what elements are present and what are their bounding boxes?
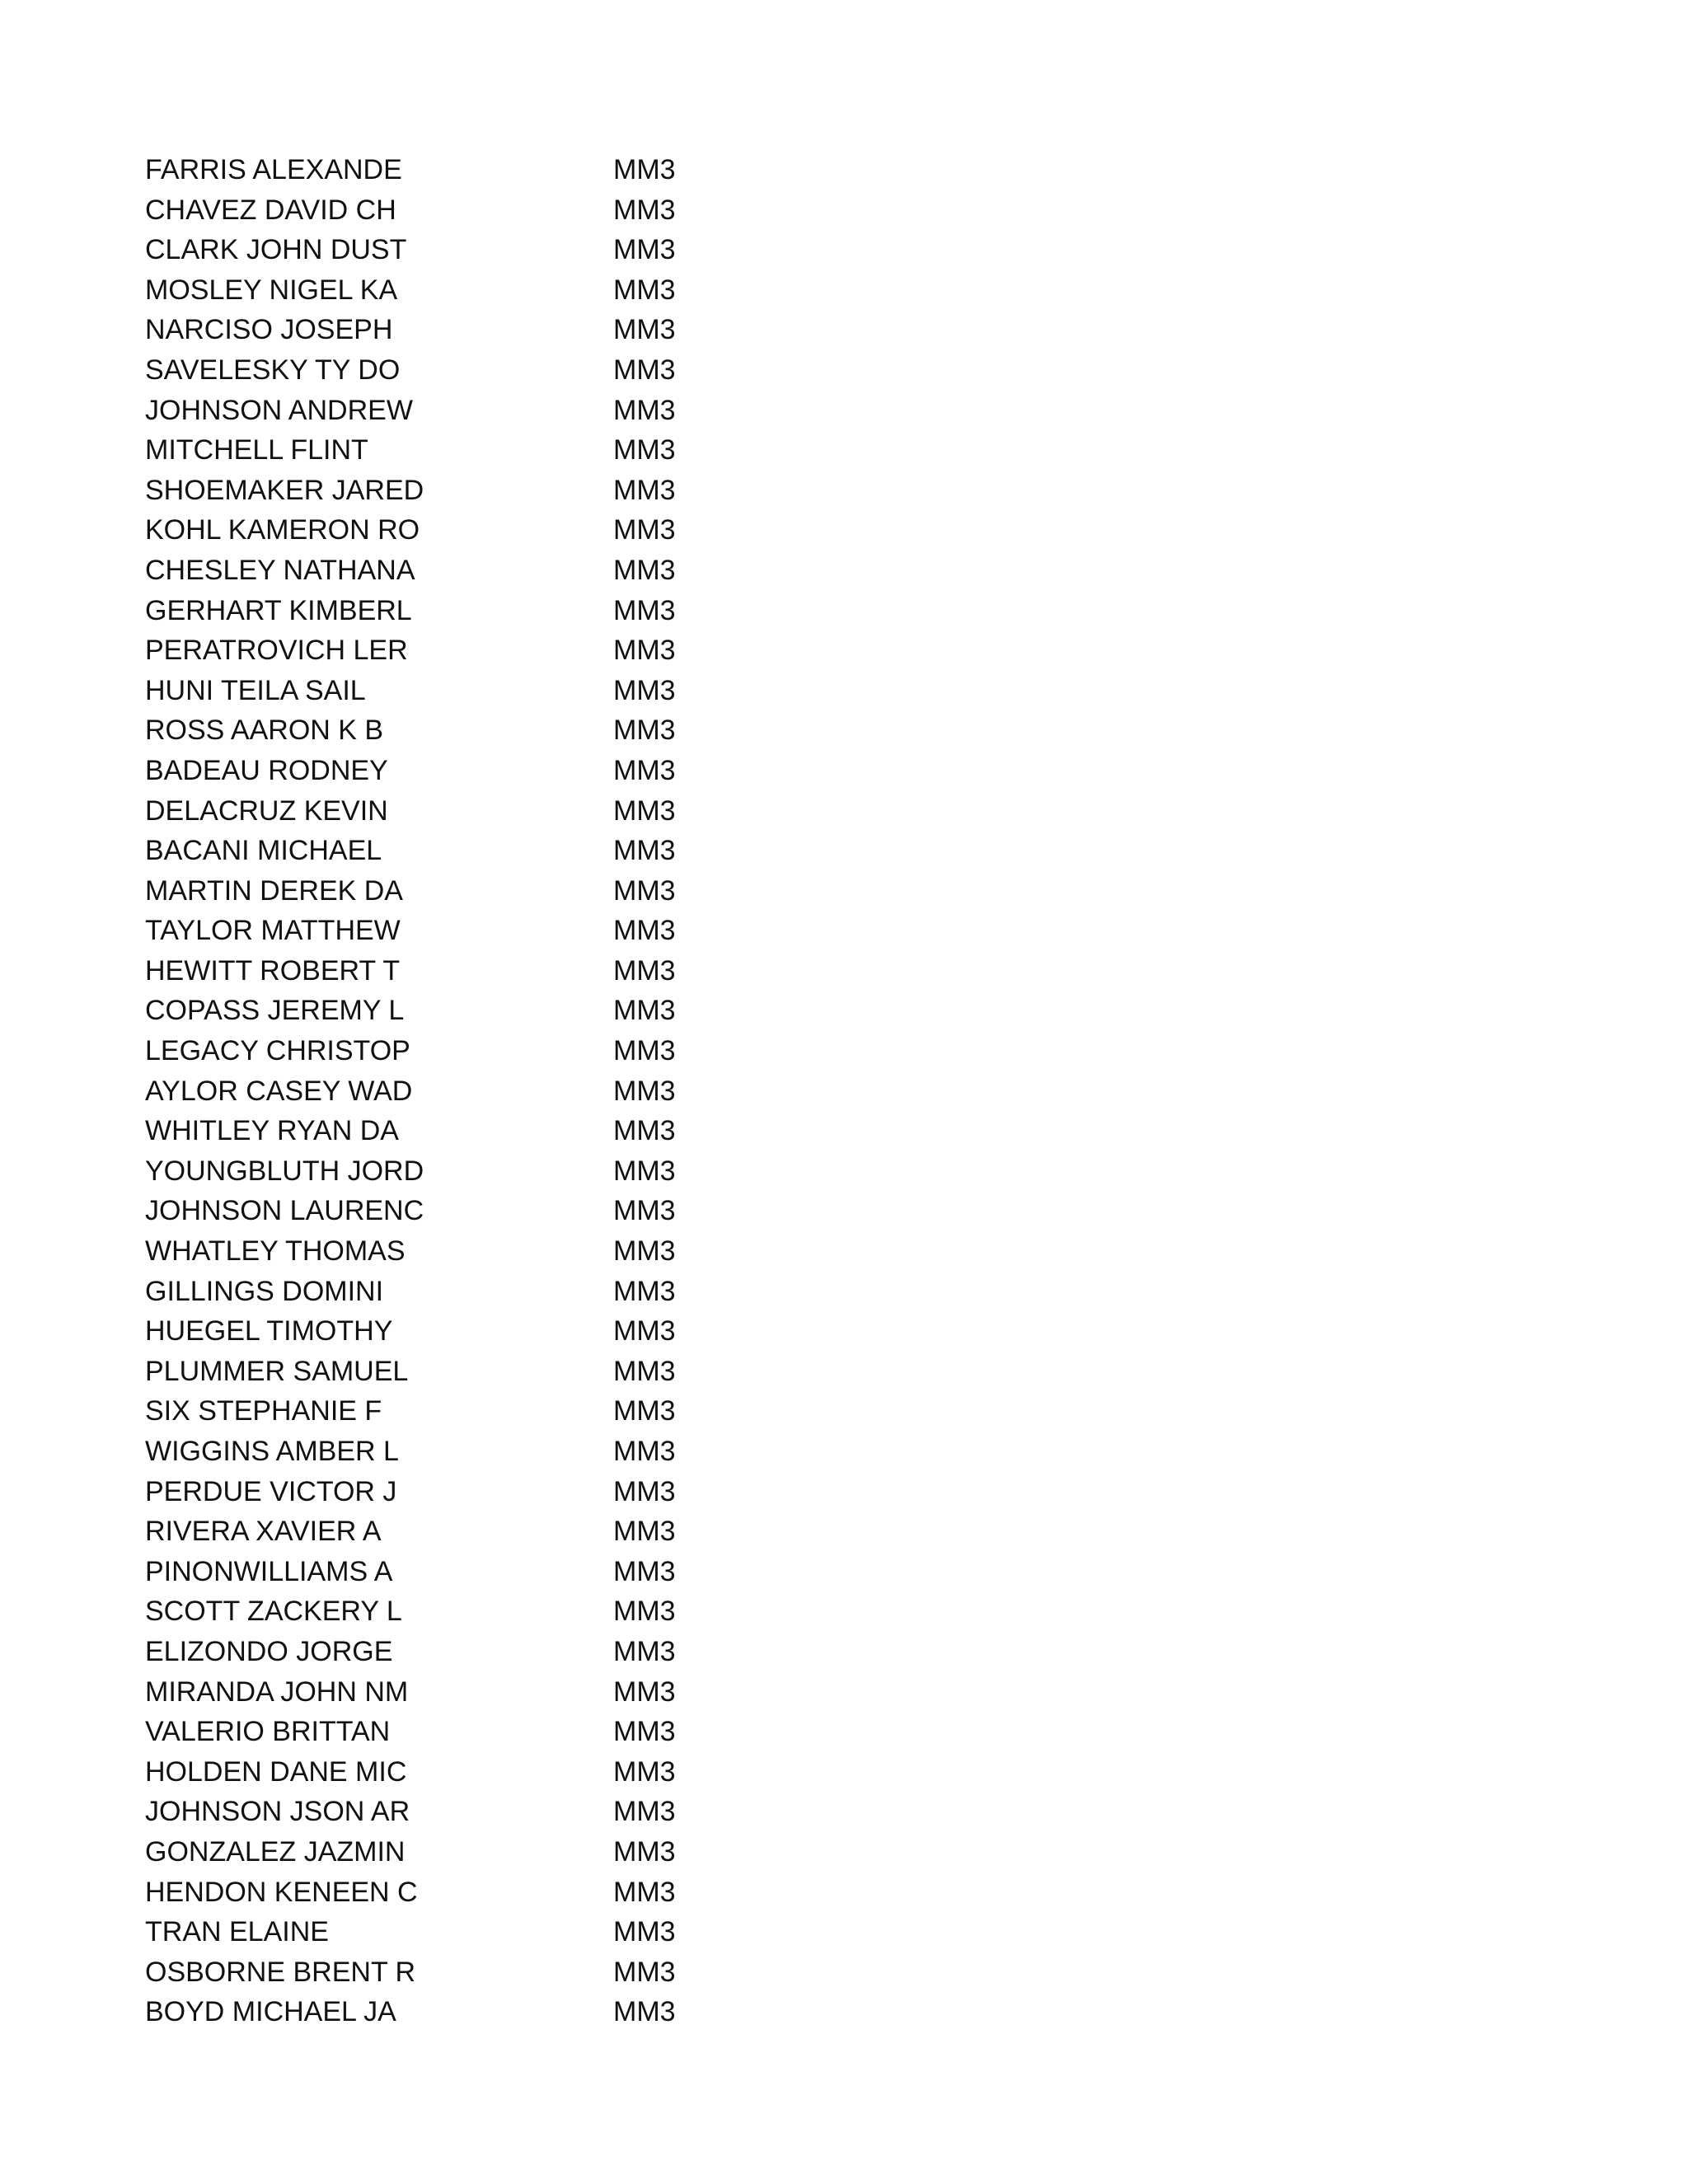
roster-row: [145, 871, 969, 912]
roster-row: [145, 1591, 969, 1632]
member-rate: MM3: [613, 954, 676, 987]
roster-list: [145, 150, 969, 2032]
roster-row: [145, 471, 969, 511]
roster-row: [145, 1311, 969, 1352]
member-rate: MM3: [613, 1835, 676, 1868]
member-name: BOYD MICHAEL JA: [145, 1996, 396, 2028]
member-rate: MM3: [613, 1195, 676, 1227]
member-name: VALERIO BRITTAN: [145, 1716, 391, 1748]
member-name: SAVELESKY TY DO: [145, 354, 401, 386]
member-rate: MM3: [613, 394, 676, 426]
roster-row: [145, 1352, 969, 1392]
member-rate: MM3: [613, 354, 676, 386]
member-name: AYLOR CASEY WAD: [145, 1075, 413, 1107]
member-name: MITCHELL FLINT: [145, 434, 368, 466]
member-name: WHITLEY RYAN DA: [145, 1115, 399, 1147]
roster-row: [145, 710, 969, 751]
roster-row: [145, 991, 969, 1031]
roster-row: [145, 1191, 969, 1231]
member-name: HOLDEN DANE MIC: [145, 1755, 407, 1788]
member-name: DELACRUZ KEVIN: [145, 794, 388, 827]
member-name: LEGACY CHRISTOP: [145, 1035, 410, 1067]
roster-row: [145, 1391, 969, 1432]
roster-row: [145, 1832, 969, 1872]
roster-row: [145, 1511, 969, 1552]
member-name: GILLINGS DOMINI: [145, 1275, 384, 1307]
member-name: HEWITT ROBERT T: [145, 954, 401, 987]
roster-row: [145, 1792, 969, 1832]
member-rate: MM3: [613, 1916, 676, 1948]
member-name: HENDON KENEEN C: [145, 1876, 418, 1908]
roster-row: [145, 831, 969, 871]
roster-row: [145, 1552, 969, 1592]
member-rate: MM3: [613, 1635, 676, 1667]
member-rate: MM3: [613, 1876, 676, 1908]
member-name: PERATROVICH LER: [145, 635, 408, 667]
roster-row: [145, 951, 969, 991]
member-rate: MM3: [613, 1475, 676, 1507]
member-name: ROSS AARON K B: [145, 715, 384, 747]
member-name: PERDUE VICTOR J: [145, 1475, 397, 1507]
member-rate: MM3: [613, 1755, 676, 1788]
roster-row: [145, 1472, 969, 1512]
member-name: SHOEMAKER JARED: [145, 474, 424, 506]
member-name: MOSLEY NIGEL KA: [145, 274, 398, 306]
member-rate: MM3: [613, 594, 676, 626]
member-rate: MM3: [613, 434, 676, 466]
member-name: BACANI MICHAEL: [145, 835, 382, 867]
member-name: GERHART KIMBERL: [145, 594, 412, 626]
member-name: JOHNSON LAURENC: [145, 1195, 424, 1227]
member-name: NARCISO JOSEPH: [145, 314, 393, 346]
member-name: WIGGINS AMBER L: [145, 1436, 399, 1467]
roster-row: [145, 1872, 969, 1913]
member-rate: MM3: [613, 1596, 676, 1628]
roster-row: [145, 1111, 969, 1151]
member-rate: MM3: [613, 154, 676, 185]
roster-row: [145, 671, 969, 711]
member-name: ELIZONDO JORGE: [145, 1635, 393, 1667]
member-rate: MM3: [613, 1075, 676, 1107]
member-rate: MM3: [613, 1275, 676, 1307]
member-name: MARTIN DEREK DA: [145, 874, 403, 907]
member-name: GONZALEZ JAZMIN: [145, 1835, 406, 1868]
member-rate: MM3: [613, 1555, 676, 1587]
roster-row: [145, 591, 969, 631]
member-rate: MM3: [613, 1395, 676, 1427]
roster-row: [145, 1992, 969, 2032]
roster-row: [145, 1952, 969, 1993]
member-name: JOHNSON ANDREW: [145, 394, 413, 426]
roster-row: [145, 1752, 969, 1793]
member-rate: MM3: [613, 1716, 676, 1748]
roster-row: [145, 551, 969, 591]
member-rate: MM3: [613, 635, 676, 667]
member-rate: MM3: [613, 1315, 676, 1347]
member-rate: MM3: [613, 674, 676, 706]
member-rate: MM3: [613, 1155, 676, 1187]
roster-row: [145, 310, 969, 350]
roster-row: [145, 791, 969, 832]
member-rate: MM3: [613, 1516, 676, 1548]
member-name: OSBORNE BRENT R: [145, 1956, 416, 1988]
member-rate: MM3: [613, 314, 676, 346]
member-rate: MM3: [613, 1035, 676, 1067]
roster-row: [145, 1272, 969, 1312]
roster-row: [145, 751, 969, 791]
member-rate: MM3: [613, 715, 676, 747]
roster-row: [145, 230, 969, 270]
member-name: TRAN ELAINE: [145, 1916, 329, 1948]
member-rate: MM3: [613, 554, 676, 586]
member-name: SCOTT ZACKERY L: [145, 1596, 402, 1628]
member-name: HUNI TEILA SAIL: [145, 674, 366, 706]
member-name: PLUMMER SAMUEL: [145, 1355, 409, 1387]
member-name: CHESLEY NATHANA: [145, 554, 415, 586]
roster-row: [145, 350, 969, 391]
roster-row: [145, 1672, 969, 1713]
roster-row: [145, 270, 969, 311]
roster-row: [145, 1912, 969, 1952]
member-name: COPASS JEREMY L: [145, 995, 405, 1027]
member-name: FARRIS ALEXANDE: [145, 154, 402, 185]
member-rate: MM3: [613, 874, 676, 907]
member-rate: MM3: [613, 1235, 676, 1268]
member-name: SIX STEPHANIE F: [145, 1395, 382, 1427]
roster-row: [145, 430, 969, 471]
roster-row: [145, 1031, 969, 1071]
roster-row: [145, 1712, 969, 1752]
member-rate: MM3: [613, 1355, 676, 1387]
member-name: RIVERA XAVIER A: [145, 1516, 382, 1548]
roster-row: [145, 1632, 969, 1672]
member-name: WHATLEY THOMAS: [145, 1235, 406, 1268]
roster-row: [145, 911, 969, 951]
roster-row: [145, 150, 969, 190]
member-rate: MM3: [613, 1956, 676, 1988]
member-rate: MM3: [613, 274, 676, 306]
member-rate: MM3: [613, 474, 676, 506]
member-rate: MM3: [613, 1796, 676, 1828]
roster-row: [145, 1151, 969, 1192]
roster-row: [145, 1071, 969, 1112]
roster-row: [145, 1231, 969, 1272]
member-rate: MM3: [613, 1115, 676, 1147]
member-name: BADEAU RODNEY: [145, 754, 388, 786]
member-rate: MM3: [613, 754, 676, 786]
member-rate: MM3: [613, 1436, 676, 1467]
roster-row: [145, 630, 969, 671]
roster-row: [145, 391, 969, 431]
member-name: TAYLOR MATTHEW: [145, 915, 401, 947]
member-rate: MM3: [613, 915, 676, 947]
roster-row: [145, 510, 969, 551]
member-name: MIRANDA JOHN NM: [145, 1675, 409, 1708]
member-name: PINONWILLIAMS A: [145, 1555, 393, 1587]
member-name: KOHL KAMERON RO: [145, 514, 420, 546]
roster-row: [145, 190, 969, 231]
member-rate: MM3: [613, 1996, 676, 2028]
member-rate: MM3: [613, 234, 676, 266]
member-name: YOUNGBLUTH JORD: [145, 1155, 424, 1187]
member-name: HUEGEL TIMOTHY: [145, 1315, 393, 1347]
member-rate: MM3: [613, 995, 676, 1027]
member-name: CHAVEZ DAVID CH: [145, 194, 396, 226]
roster-row: [145, 1432, 969, 1472]
member-name: JOHNSON JSON AR: [145, 1796, 410, 1828]
member-rate: MM3: [613, 1675, 676, 1708]
member-rate: MM3: [613, 835, 676, 867]
member-name: CLARK JOHN DUST: [145, 234, 407, 266]
member-rate: MM3: [613, 794, 676, 827]
member-rate: MM3: [613, 194, 676, 226]
member-rate: MM3: [613, 514, 676, 546]
